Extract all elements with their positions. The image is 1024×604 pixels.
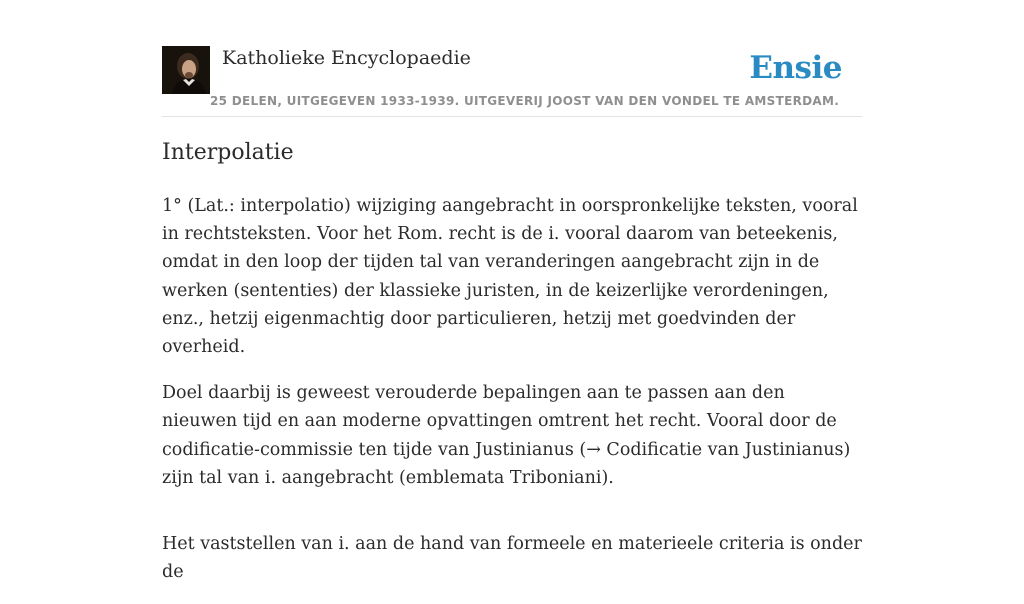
header <box>162 44 862 117</box>
avatar[interactable] <box>162 46 210 94</box>
paragraph: Het vaststellen van i. aan de hand van formeele en materieele criteria is onder de <box>162 534 862 583</box>
article-title: Interpolatie <box>162 140 294 165</box>
ensie-logo[interactable]: Ensie <box>749 50 842 86</box>
portrait-icon <box>162 46 210 94</box>
paragraph: Doel daarbij is geweest verouderde bepalingen aan te passen aan den nieuwen tijd en aan moderne opvattingen omtrent het recht. Vooral door de codificatie-commissie ten tijde van Justinianus (→ Codificatie van Justinianus) zijn tal van i. aangebracht (emblemata Triboniani). <box>162 383 851 488</box>
article-body <box>162 192 862 604</box>
source-subtitle: 25 DELEN, UITGEGEVEN 1933-1939. UITGEVERIJ JOOST VAN DEN VONDEL TE AMSTERDAM. <box>210 94 840 108</box>
source-title[interactable]: Katholieke Encyclopaedie <box>222 47 471 69</box>
paragraph: 1° (Lat.: interpolatio) wijziging aangebracht in oorspronkelijke teksten, vooral in rechtsteksten. Voor het Rom. recht is de i. vooral daarom van beteekenis, omdat in den loop der tijden tal van veranderingen aangebracht zijn in de werken (sententies) der klassieke juristen, in de keizerlijke verordeningen, enz., hetzij eigenmachtig door particulieren, hetzij met goedvinden der overheid. <box>162 196 858 358</box>
